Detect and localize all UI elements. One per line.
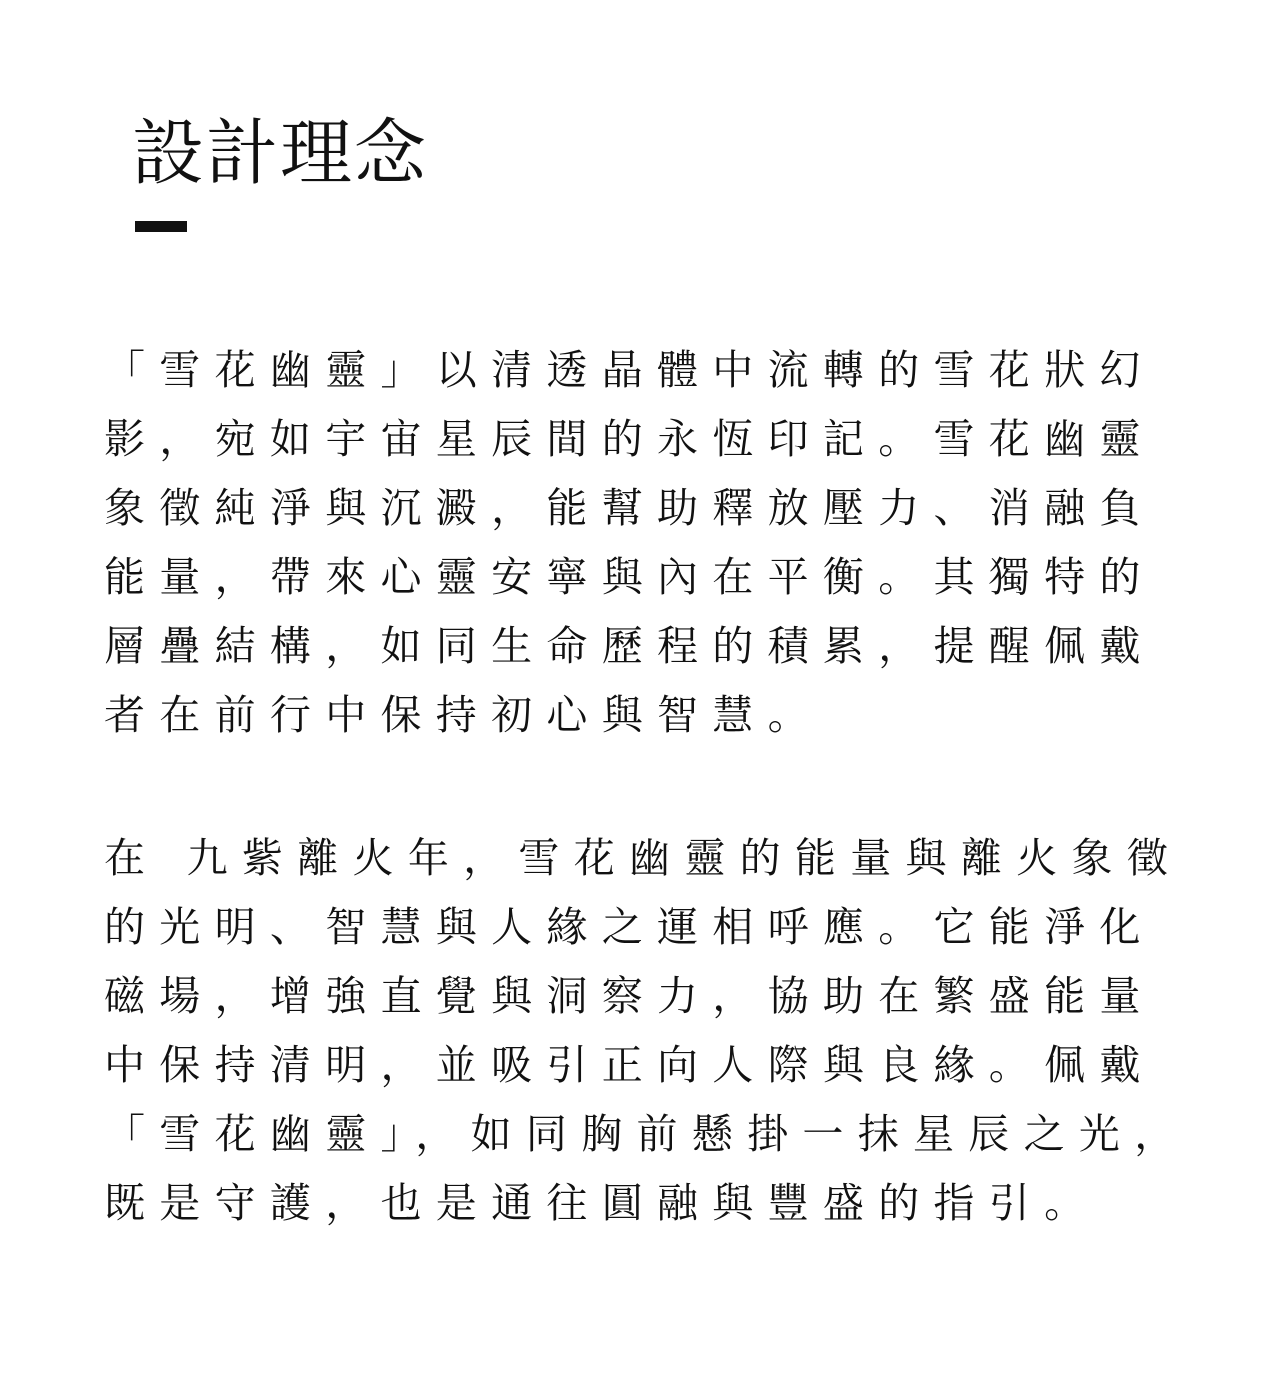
page-title: 設計理念	[132, 111, 429, 195]
design-concept-paragraph-2	[104, 824, 1190, 1238]
paragraph-line: 既是守護，也是通往圓融與豐盛的指引。	[104, 1179, 1100, 1227]
paragraph-line: 中保持清明，並吸引正向人際與良緣。佩戴	[104, 1041, 1155, 1089]
paragraph-line: 「雪花幽靈」以清透晶體中流轉的雪花狀幻	[104, 346, 1155, 394]
paragraph-line: 層疊結構，如同生命歷程的積累，提醒佩戴	[104, 622, 1155, 670]
design-concept-paragraph-1	[104, 336, 1184, 750]
paragraph-line: 磁場，增強直覺與洞察力，協助在繁盛能量	[104, 972, 1155, 1020]
paragraph-line: 能量，帶來心靈安寧與內在平衡。其獨特的	[104, 553, 1155, 601]
paragraph-line: 者在前行中保持初心與智慧。	[104, 691, 823, 739]
title-underline	[135, 221, 187, 232]
paragraph-line: 「雪花幽靈」，如同胸前懸掛一抹星辰之光，	[104, 1110, 1190, 1158]
paragraph-line: 象徵純淨與沉澱，能幫助釋放壓力、消融負	[104, 484, 1155, 532]
paragraph-line: 的光明、智慧與人緣之運相呼應。它能淨化	[104, 903, 1155, 951]
paragraph-line: 影，宛如宇宙星辰間的永恆印記。雪花幽靈	[104, 415, 1155, 463]
paragraph-line: 在 九紫離火年，雪花幽靈的能量與離火象徵	[104, 834, 1183, 882]
